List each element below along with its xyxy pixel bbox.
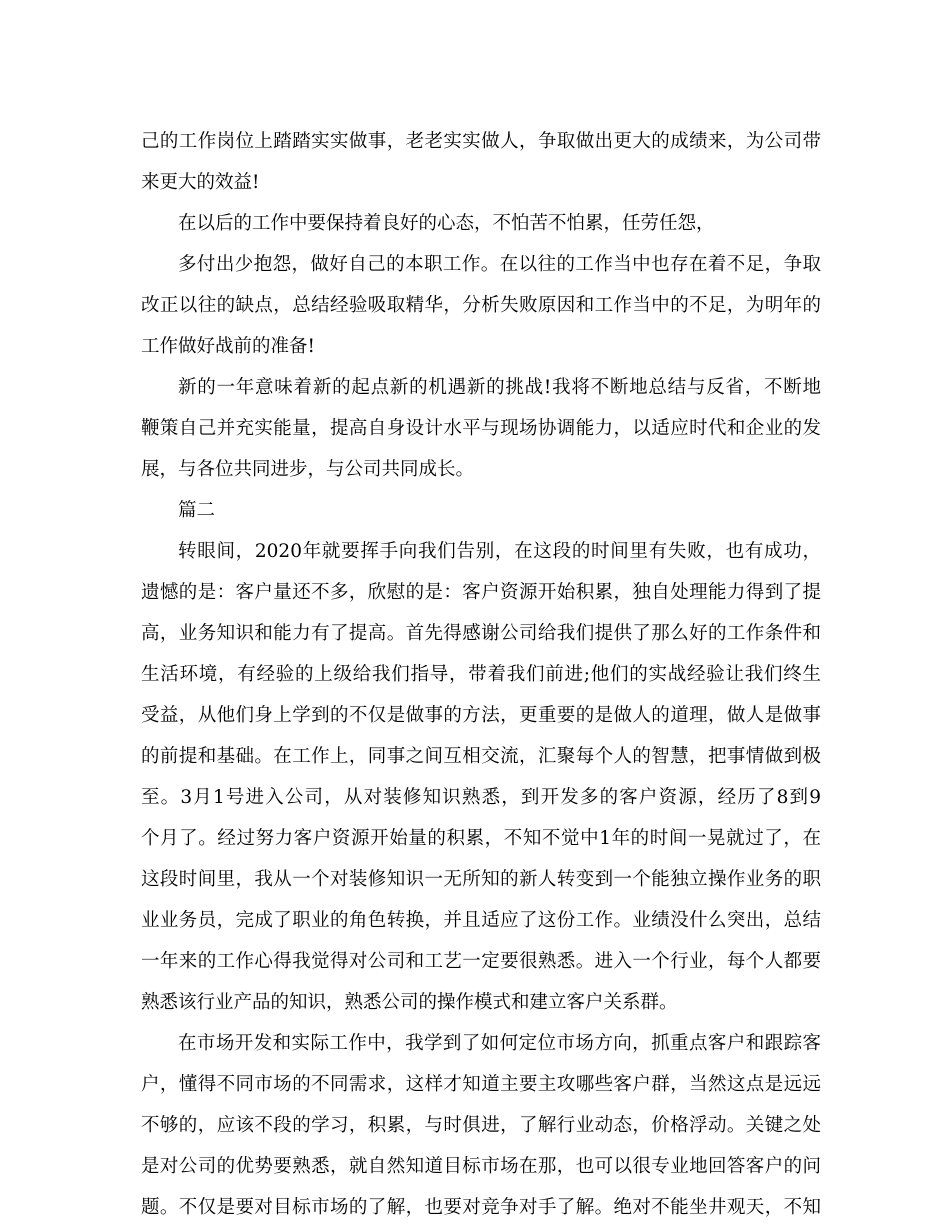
body-text-line: 遗憾的是：客户量还不多，欣慰的是：客户资源开始积累，独自处理能力得到了提: [141, 582, 821, 603]
body-text-line: 新的一年意味着新的起点新的机遇新的挑战!我将不断地总结与反省，不断地: [178, 377, 821, 398]
body-text-line: 是对公司的优势要熟悉，就自然知道目标市场在那，也可以很专业地回答客户的问: [141, 1156, 821, 1177]
body-text-line: 改正以往的缺点，总结经验吸取精华，分析失败原因和工作当中的不足，为明年的: [141, 295, 821, 316]
body-text-line: 来更大的效益!: [141, 172, 260, 193]
body-text-line: 熟悉该行业产品的知识，熟悉公司的操作模式和建立客户关系群。: [141, 992, 678, 1013]
body-text-line: 展，与各位共同进步，与公司共同成长。: [141, 459, 475, 480]
body-text-line: 鞭策自己并充实能量，提高自身设计水平与现场协调能力，以适应时代和企业的发: [141, 418, 821, 439]
body-text-line: 个月了。经过努力客户资源开始量的积累，不知不觉中1年的时间一晃就过了，在: [141, 828, 821, 849]
body-text-line: 生活环境，有经验的上级给我们指导，带着我们前进;他们的实战经验让我们终生: [141, 664, 821, 685]
body-text-line: 这段时间里，我从一个对装修知识一无所知的新人转变到一个能独立操作业务的职: [141, 869, 821, 890]
body-text-line: 业业务员，完成了职业的角色转换，并且适应了这份工作。业绩没什么突出，总结: [141, 910, 821, 931]
body-text-line: 的前提和基础。在工作上，同事之间互相交流，汇聚每个人的智慧，把事情做到极: [141, 746, 821, 767]
body-text-line: 工作做好战前的准备!: [141, 336, 315, 357]
body-text-line: 受益，从他们身上学到的不仅是做事的方法，更重要的是做人的道理，做人是做事: [141, 705, 821, 726]
body-text-line: 至。3月1号进入公司，从对装修知识熟悉，到开发多的客户资源，经历了8到9: [141, 787, 821, 808]
body-text-line: 在市场开发和实际工作中，我学到了如何定位市场方向，抓重点客户和跟踪客: [178, 1033, 821, 1054]
body-text-line: 己的工作岗位上踏踏实实做事，老老实实做人，争取做出更大的成绩来，为公司带: [141, 131, 821, 152]
section-heading: 篇二: [178, 500, 216, 521]
body-text-line: 户，懂得不同市场的不同需求，这样才知道主要主攻哪些客户群，当然这点是远远: [141, 1074, 821, 1095]
body-text-line: 在以后的工作中要保持着良好的心态，不怕苦不怕累，任劳任怨，: [178, 213, 715, 234]
body-text-line: 多付出少抱怨，做好自己的本职工作。在以往的工作当中也存在着不足，争取: [178, 254, 821, 275]
body-text-line: 不够的，应该不段的学习，积累，与时俱进，了解行业动态，价格浮动。关键之处: [141, 1115, 821, 1136]
body-text-line: 一年来的工作心得我觉得对公司和工艺一定要很熟悉。进入一个行业，每个人都要: [141, 951, 821, 972]
body-text-line: 题。不仅是要对目标市场的了解，也要对竞争对手了解。绝对不能坐井观天，不知: [141, 1197, 821, 1218]
body-text-line: 高，业务知识和能力有了提高。首先得感谢公司给我们提供了那么好的工作条件和: [141, 623, 821, 644]
body-text-line: 转眼间，2020年就要挥手向我们告别，在这段的时间里有失败，也有成功，: [178, 541, 821, 562]
